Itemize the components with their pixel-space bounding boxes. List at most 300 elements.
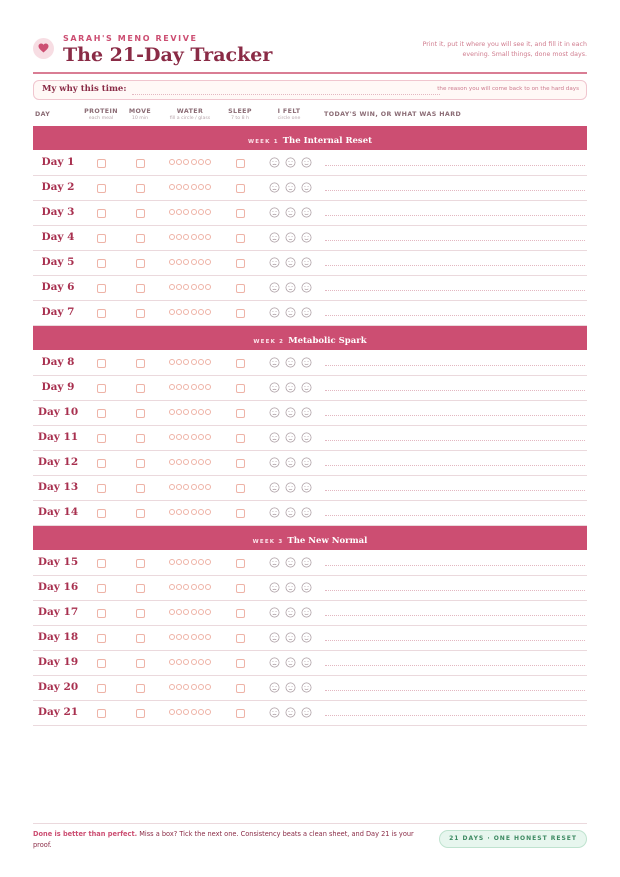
col-win: TODAY'S WIN, OR WHAT WAS HARD (324, 111, 462, 118)
protein-checkbox[interactable] (97, 459, 106, 468)
move-checkbox[interactable] (136, 484, 145, 493)
water-circle-icon[interactable] (176, 559, 182, 565)
water-circle-icon[interactable] (169, 209, 175, 215)
day-label: Day 3 (41, 206, 75, 218)
sleep-checkbox[interactable] (236, 384, 245, 393)
sleep-checkbox[interactable] (236, 584, 245, 593)
sad-face-icon[interactable] (269, 582, 280, 593)
water-circle-icon[interactable] (183, 509, 189, 515)
water-circle-icon[interactable] (183, 259, 189, 265)
protein-checkbox[interactable] (97, 584, 106, 593)
sleep-checkbox[interactable] (236, 459, 245, 468)
sleep-checkbox[interactable] (236, 559, 245, 568)
water-tracker (169, 384, 211, 390)
water-circle-icon[interactable] (205, 234, 211, 240)
protein-checkbox[interactable] (97, 709, 106, 718)
sleep-checkbox[interactable] (236, 159, 245, 168)
sleep-checkbox[interactable] (236, 634, 245, 643)
sad-face-icon[interactable] (269, 657, 280, 668)
water-circle-icon[interactable] (176, 159, 182, 165)
neutral-face-icon[interactable] (285, 207, 296, 218)
water-circle-icon[interactable] (205, 209, 211, 215)
day-label: Day 2 (41, 181, 75, 193)
move-checkbox[interactable] (136, 684, 145, 693)
win-write-line[interactable] (325, 490, 585, 491)
sleep-checkbox[interactable] (236, 209, 245, 218)
move-checkbox[interactable] (136, 409, 145, 418)
protein-checkbox[interactable] (97, 634, 106, 643)
water-circle-icon[interactable] (191, 509, 197, 515)
col-felt: I FELT circle one (277, 108, 301, 121)
neutral-face-icon[interactable] (285, 307, 296, 318)
sad-face-icon[interactable] (269, 607, 280, 618)
water-circle-icon[interactable] (176, 709, 182, 715)
water-circle-icon[interactable] (205, 609, 211, 615)
happy-face-icon[interactable] (301, 682, 312, 693)
water-circle-icon[interactable] (198, 484, 204, 490)
water-circle-icon[interactable] (205, 409, 211, 415)
water-circle-icon[interactable] (176, 459, 182, 465)
move-checkbox[interactable] (136, 709, 145, 718)
water-circle-icon[interactable] (183, 184, 189, 190)
water-circle-icon[interactable] (191, 259, 197, 265)
win-write-line[interactable] (325, 465, 585, 466)
sad-face-icon[interactable] (269, 357, 280, 368)
sad-face-icon[interactable] (269, 282, 280, 293)
sleep-checkbox[interactable] (236, 234, 245, 243)
win-write-line[interactable] (325, 315, 585, 316)
move-checkbox[interactable] (136, 259, 145, 268)
win-write-line[interactable] (325, 190, 585, 191)
day-row (33, 451, 587, 476)
sleep-checkbox[interactable] (236, 609, 245, 618)
neutral-face-icon[interactable] (285, 282, 296, 293)
sleep-checkbox[interactable] (236, 309, 245, 318)
water-circle-icon[interactable] (198, 634, 204, 640)
sad-face-icon[interactable] (269, 507, 280, 518)
water-circle-icon[interactable] (183, 484, 189, 490)
water-circle-icon[interactable] (183, 159, 189, 165)
day-label: Day 8 (41, 356, 75, 368)
protein-checkbox[interactable] (97, 259, 106, 268)
water-circle-icon[interactable] (183, 409, 189, 415)
win-write-line[interactable] (325, 240, 585, 241)
water-circle-icon[interactable] (205, 434, 211, 440)
sad-face-icon[interactable] (269, 682, 280, 693)
water-circle-icon[interactable] (183, 709, 189, 715)
sad-face-icon[interactable] (269, 457, 280, 468)
water-circle-icon[interactable] (191, 209, 197, 215)
happy-face-icon[interactable] (301, 582, 312, 593)
neutral-face-icon[interactable] (285, 632, 296, 643)
sad-face-icon[interactable] (269, 232, 280, 243)
happy-face-icon[interactable] (301, 507, 312, 518)
water-circle-icon[interactable] (191, 309, 197, 315)
week-name: Metabolic Spark (288, 336, 367, 346)
water-circle-icon[interactable] (198, 509, 204, 515)
water-circle-icon[interactable] (198, 409, 204, 415)
sad-face-icon[interactable] (269, 432, 280, 443)
water-circle-icon[interactable] (176, 609, 182, 615)
sad-face-icon[interactable] (269, 632, 280, 643)
protein-checkbox[interactable] (97, 384, 106, 393)
water-circle-icon[interactable] (183, 584, 189, 590)
water-circle-icon[interactable] (198, 159, 204, 165)
water-circle-icon[interactable] (176, 234, 182, 240)
sad-face-icon[interactable] (269, 157, 280, 168)
protein-checkbox[interactable] (97, 684, 106, 693)
water-circle-icon[interactable] (205, 634, 211, 640)
water-circle-icon[interactable] (176, 584, 182, 590)
neutral-face-icon[interactable] (285, 607, 296, 618)
water-circle-icon[interactable] (176, 184, 182, 190)
protein-checkbox[interactable] (97, 284, 106, 293)
protein-checkbox[interactable] (97, 409, 106, 418)
water-circle-icon[interactable] (191, 609, 197, 615)
protein-checkbox[interactable] (97, 434, 106, 443)
win-write-line[interactable] (325, 415, 585, 416)
protein-checkbox[interactable] (97, 559, 106, 568)
move-checkbox[interactable] (136, 159, 145, 168)
sad-face-icon[interactable] (269, 557, 280, 568)
water-tracker (169, 459, 211, 465)
happy-face-icon[interactable] (301, 182, 312, 193)
move-checkbox[interactable] (136, 634, 145, 643)
day-row (33, 201, 587, 226)
day-row (33, 151, 587, 176)
sad-face-icon[interactable] (269, 407, 280, 418)
water-circle-icon[interactable] (191, 409, 197, 415)
win-write-line[interactable] (325, 365, 585, 366)
sleep-checkbox[interactable] (236, 484, 245, 493)
water-circle-icon[interactable] (176, 409, 182, 415)
protein-checkbox[interactable] (97, 359, 106, 368)
water-circle-icon[interactable] (169, 659, 175, 665)
win-write-line[interactable] (325, 390, 585, 391)
day-row (33, 176, 587, 201)
win-write-line[interactable] (325, 215, 585, 216)
water-circle-icon[interactable] (205, 559, 211, 565)
protein-checkbox[interactable] (97, 234, 106, 243)
water-circle-icon[interactable] (183, 434, 189, 440)
happy-face-icon[interactable] (301, 382, 312, 393)
water-circle-icon[interactable] (191, 384, 197, 390)
sad-face-icon[interactable] (269, 182, 280, 193)
water-circle-icon[interactable] (205, 459, 211, 465)
water-circle-icon[interactable] (176, 209, 182, 215)
sleep-checkbox[interactable] (236, 434, 245, 443)
sleep-checkbox[interactable] (236, 259, 245, 268)
win-write-line[interactable] (325, 665, 585, 666)
protein-checkbox[interactable] (97, 484, 106, 493)
win-write-line[interactable] (325, 440, 585, 441)
week-header (33, 526, 587, 550)
water-circle-icon[interactable] (176, 359, 182, 365)
water-circle-icon[interactable] (205, 159, 211, 165)
water-circle-icon[interactable] (205, 659, 211, 665)
sad-face-icon[interactable] (269, 382, 280, 393)
win-write-line[interactable] (325, 165, 585, 166)
water-circle-icon[interactable] (191, 584, 197, 590)
protein-checkbox[interactable] (97, 159, 106, 168)
happy-face-icon[interactable] (301, 307, 312, 318)
why-write-line[interactable] (132, 94, 440, 95)
happy-face-icon[interactable] (301, 257, 312, 268)
water-circle-icon[interactable] (176, 634, 182, 640)
protein-checkbox[interactable] (97, 209, 106, 218)
neutral-face-icon[interactable] (285, 582, 296, 593)
water-circle-icon[interactable] (198, 459, 204, 465)
water-circle-icon[interactable] (169, 234, 175, 240)
move-checkbox[interactable] (136, 209, 145, 218)
move-checkbox[interactable] (136, 559, 145, 568)
water-circle-icon[interactable] (169, 284, 175, 290)
water-circle-icon[interactable] (183, 309, 189, 315)
water-circle-icon[interactable] (191, 684, 197, 690)
water-circle-icon[interactable] (191, 234, 197, 240)
move-checkbox[interactable] (136, 234, 145, 243)
water-circle-icon[interactable] (205, 284, 211, 290)
sleep-checkbox[interactable] (236, 184, 245, 193)
water-circle-icon[interactable] (191, 559, 197, 565)
water-circle-icon[interactable] (198, 709, 204, 715)
win-write-line[interactable] (325, 715, 585, 716)
win-write-line[interactable] (325, 565, 585, 566)
water-circle-icon[interactable] (169, 159, 175, 165)
win-write-line[interactable] (325, 590, 585, 591)
water-tracker (169, 284, 211, 290)
neutral-face-icon[interactable] (285, 382, 296, 393)
water-circle-icon[interactable] (169, 684, 175, 690)
water-circle-icon[interactable] (169, 359, 175, 365)
water-circle-icon[interactable] (183, 209, 189, 215)
neutral-face-icon[interactable] (285, 457, 296, 468)
happy-face-icon[interactable] (301, 482, 312, 493)
water-circle-icon[interactable] (198, 184, 204, 190)
water-circle-icon[interactable] (169, 484, 175, 490)
heart-icon (38, 43, 49, 53)
happy-face-icon[interactable] (301, 207, 312, 218)
happy-face-icon[interactable] (301, 407, 312, 418)
neutral-face-icon[interactable] (285, 432, 296, 443)
happy-face-icon[interactable] (301, 432, 312, 443)
neutral-face-icon[interactable] (285, 682, 296, 693)
neutral-face-icon[interactable] (285, 707, 296, 718)
water-circle-icon[interactable] (169, 584, 175, 590)
water-circle-icon[interactable] (176, 659, 182, 665)
water-circle-icon[interactable] (169, 459, 175, 465)
water-circle-icon[interactable] (176, 284, 182, 290)
happy-face-icon[interactable] (301, 557, 312, 568)
water-circle-icon[interactable] (183, 609, 189, 615)
win-write-line[interactable] (325, 640, 585, 641)
water-circle-icon[interactable] (205, 359, 211, 365)
water-circle-icon[interactable] (169, 309, 175, 315)
water-circle-icon[interactable] (198, 234, 204, 240)
water-circle-icon[interactable] (198, 434, 204, 440)
why-hint: the reason you will come back to on the hard days (437, 86, 579, 92)
footer-text: Miss a box? Tick the next one. Consistency beats a clean sheet, and Day 21 is your proof. (33, 830, 414, 849)
protein-checkbox[interactable] (97, 609, 106, 618)
water-circle-icon[interactable] (191, 459, 197, 465)
sleep-checkbox[interactable] (236, 509, 245, 518)
win-write-line[interactable] (325, 515, 585, 516)
water-circle-icon[interactable] (198, 384, 204, 390)
win-write-line[interactable] (325, 690, 585, 691)
happy-face-icon[interactable] (301, 232, 312, 243)
move-checkbox[interactable] (136, 359, 145, 368)
happy-face-icon[interactable] (301, 607, 312, 618)
water-circle-icon[interactable] (205, 484, 211, 490)
move-checkbox[interactable] (136, 309, 145, 318)
water-circle-icon[interactable] (169, 609, 175, 615)
water-circle-icon[interactable] (191, 434, 197, 440)
day-row (33, 501, 587, 526)
protein-checkbox[interactable] (97, 659, 106, 668)
water-circle-icon[interactable] (191, 634, 197, 640)
sad-face-icon[interactable] (269, 707, 280, 718)
water-circle-icon[interactable] (205, 709, 211, 715)
water-circle-icon[interactable] (169, 184, 175, 190)
water-circle-icon[interactable] (183, 559, 189, 565)
water-tracker (169, 209, 211, 215)
move-checkbox[interactable] (136, 184, 145, 193)
sad-face-icon[interactable] (269, 482, 280, 493)
move-checkbox[interactable] (136, 459, 145, 468)
water-circle-icon[interactable] (205, 309, 211, 315)
footer-divider (33, 823, 587, 824)
neutral-face-icon[interactable] (285, 482, 296, 493)
neutral-face-icon[interactable] (285, 357, 296, 368)
water-circle-icon[interactable] (191, 184, 197, 190)
sleep-checkbox[interactable] (236, 284, 245, 293)
happy-face-icon[interactable] (301, 357, 312, 368)
day-label: Day 14 (37, 506, 79, 518)
water-circle-icon[interactable] (176, 309, 182, 315)
happy-face-icon[interactable] (301, 632, 312, 643)
water-circle-icon[interactable] (205, 509, 211, 515)
happy-face-icon[interactable] (301, 457, 312, 468)
neutral-face-icon[interactable] (285, 257, 296, 268)
water-circle-icon[interactable] (198, 259, 204, 265)
water-circle-icon[interactable] (205, 184, 211, 190)
water-circle-icon[interactable] (176, 384, 182, 390)
water-circle-icon[interactable] (198, 609, 204, 615)
happy-face-icon[interactable] (301, 282, 312, 293)
water-circle-icon[interactable] (169, 509, 175, 515)
sleep-checkbox[interactable] (236, 709, 245, 718)
water-circle-icon[interactable] (198, 309, 204, 315)
day-label: Day 4 (41, 231, 75, 243)
protein-checkbox[interactable] (97, 309, 106, 318)
sad-face-icon[interactable] (269, 257, 280, 268)
water-circle-icon[interactable] (205, 584, 211, 590)
water-circle-icon[interactable] (191, 659, 197, 665)
move-checkbox[interactable] (136, 584, 145, 593)
move-checkbox[interactable] (136, 284, 145, 293)
water-circle-icon[interactable] (183, 284, 189, 290)
win-write-line[interactable] (325, 290, 585, 291)
day-label: Day 15 (37, 556, 79, 568)
water-circle-icon[interactable] (198, 209, 204, 215)
protein-checkbox[interactable] (97, 509, 106, 518)
water-circle-icon[interactable] (183, 684, 189, 690)
water-circle-icon[interactable] (205, 384, 211, 390)
happy-face-icon[interactable] (301, 157, 312, 168)
sleep-checkbox[interactable] (236, 409, 245, 418)
water-circle-icon[interactable] (183, 384, 189, 390)
water-circle-icon[interactable] (198, 284, 204, 290)
water-circle-icon[interactable] (198, 684, 204, 690)
neutral-face-icon[interactable] (285, 657, 296, 668)
sleep-checkbox[interactable] (236, 659, 245, 668)
move-checkbox[interactable] (136, 434, 145, 443)
happy-face-icon[interactable] (301, 707, 312, 718)
neutral-face-icon[interactable] (285, 157, 296, 168)
move-checkbox[interactable] (136, 609, 145, 618)
water-circle-icon[interactable] (183, 234, 189, 240)
neutral-face-icon[interactable] (285, 557, 296, 568)
win-write-line[interactable] (325, 615, 585, 616)
water-circle-icon[interactable] (169, 559, 175, 565)
protein-checkbox[interactable] (97, 184, 106, 193)
neutral-face-icon[interactable] (285, 182, 296, 193)
water-circle-icon[interactable] (176, 684, 182, 690)
win-write-line[interactable] (325, 265, 585, 266)
water-circle-icon[interactable] (205, 684, 211, 690)
day-label: Day 5 (41, 256, 75, 268)
water-circle-icon[interactable] (198, 659, 204, 665)
day-label: Day 21 (37, 706, 79, 718)
water-circle-icon[interactable] (183, 459, 189, 465)
sleep-checkbox[interactable] (236, 684, 245, 693)
water-circle-icon[interactable] (191, 284, 197, 290)
sad-face-icon[interactable] (269, 207, 280, 218)
week-label: WEEK 2 (253, 339, 285, 345)
water-circle-icon[interactable] (198, 359, 204, 365)
water-circle-icon[interactable] (169, 709, 175, 715)
water-circle-icon[interactable] (169, 434, 175, 440)
water-circle-icon[interactable] (176, 434, 182, 440)
water-circle-icon[interactable] (191, 709, 197, 715)
move-checkbox[interactable] (136, 659, 145, 668)
water-circle-icon[interactable] (169, 409, 175, 415)
sleep-checkbox[interactable] (236, 359, 245, 368)
neutral-face-icon[interactable] (285, 507, 296, 518)
water-circle-icon[interactable] (169, 384, 175, 390)
move-checkbox[interactable] (136, 384, 145, 393)
water-circle-icon[interactable] (198, 559, 204, 565)
neutral-face-icon[interactable] (285, 407, 296, 418)
water-circle-icon[interactable] (183, 359, 189, 365)
water-circle-icon[interactable] (169, 259, 175, 265)
water-circle-icon[interactable] (176, 509, 182, 515)
water-circle-icon[interactable] (176, 484, 182, 490)
neutral-face-icon[interactable] (285, 232, 296, 243)
water-circle-icon[interactable] (205, 259, 211, 265)
sad-face-icon[interactable] (269, 307, 280, 318)
water-circle-icon[interactable] (183, 659, 189, 665)
water-circle-icon[interactable] (191, 159, 197, 165)
water-circle-icon[interactable] (176, 259, 182, 265)
water-circle-icon[interactable] (198, 584, 204, 590)
water-circle-icon[interactable] (191, 359, 197, 365)
move-checkbox[interactable] (136, 509, 145, 518)
water-circle-icon[interactable] (191, 484, 197, 490)
water-circle-icon[interactable] (183, 634, 189, 640)
water-circle-icon[interactable] (169, 634, 175, 640)
happy-face-icon[interactable] (301, 657, 312, 668)
